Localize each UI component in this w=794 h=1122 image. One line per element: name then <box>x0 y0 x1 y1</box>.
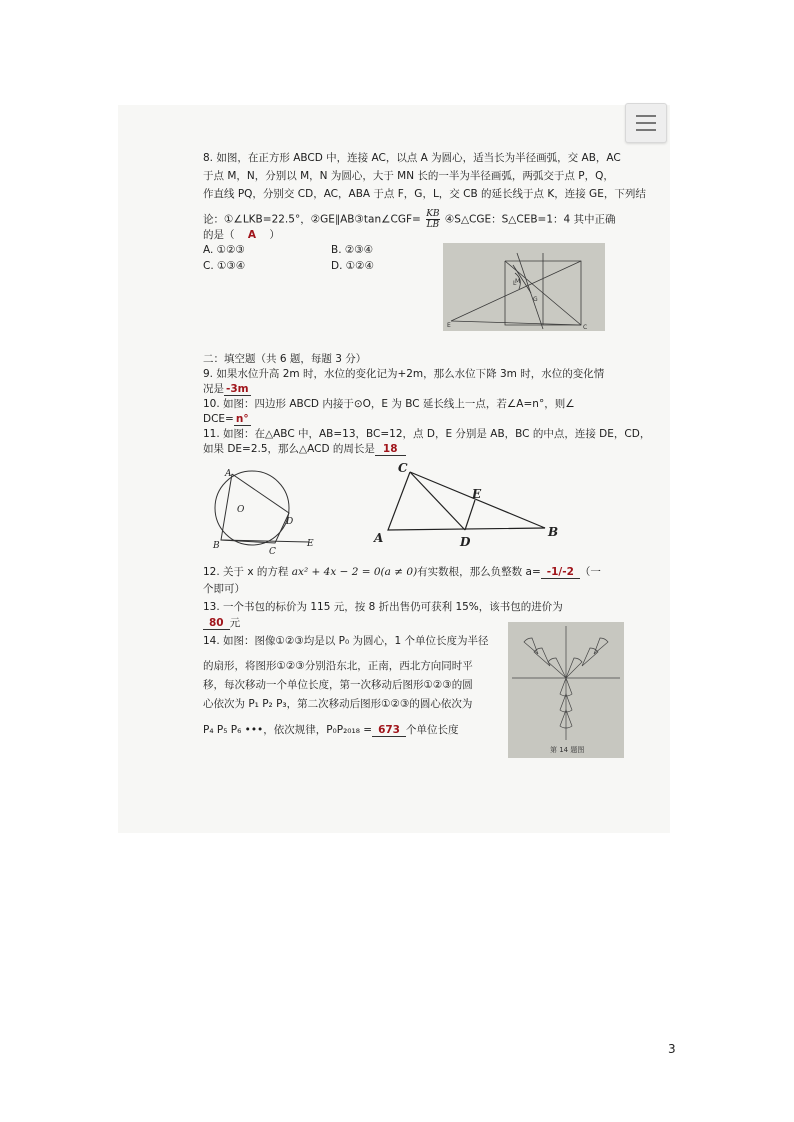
q8-line2: 于点 M，N，分别以 M，N 为圆心，大于 MN 长的一半为半径画弧，两弧交于点 P，Q， <box>203 170 614 182</box>
q8-line3: 作直线 PQ，分别交 CD，AC，ABA 于点 F，G，L，交 CB 的延长线于点 K，连接 GE，下列结 <box>203 188 646 200</box>
label-d: D <box>460 535 471 548</box>
section-heading: 二：填空题（共 6 题，每题 3 分） <box>203 353 367 365</box>
q14-answer: 673 <box>378 724 400 736</box>
q12-line2: 个即可） <box>203 583 245 595</box>
q9-answer: -3m <box>226 383 249 395</box>
q8-figure <box>443 243 605 331</box>
label-a: A <box>374 531 384 545</box>
q11-line2: 如果 DE=2.5，那么△ACD 的周长是 18 <box>203 443 406 456</box>
q12-equation: ax² + 4x − 2 = 0(a ≠ 0) <box>291 566 418 578</box>
label-e: E <box>472 487 482 501</box>
label-d: D <box>286 517 294 527</box>
page-number: 3 <box>668 1042 676 1056</box>
q8-line4 <box>203 209 616 230</box>
label-e: E <box>307 539 314 549</box>
svg-text:C: C <box>583 324 588 331</box>
q10-figure <box>205 468 325 558</box>
q13-line2: 80 元 <box>203 617 240 630</box>
q14-line1: 14. 如图：图像①②③均是以 P₀ 为圆心，1 个单位长度为半径 <box>203 635 489 647</box>
q9-line1: 9. 如果水位升高 2m 时，水位的变化记为+2m，那么水位下降 3m 时，水位的变化情 <box>203 368 605 380</box>
q13-line1: 13. 一个书包的标价为 115 元，按 8 折出售仍可获利 15%，该书包的进价为 <box>203 601 563 613</box>
q8-option-b: B. ②③④ <box>331 244 374 256</box>
q8-line5: 的是（ A ） <box>203 229 280 241</box>
label-o: O <box>237 505 245 515</box>
q11-line1: 11. 如图：在△ABC 中，AB=13，BC=12，点 D，E 分别是 AB，BC 的中点，连接 DE，CD， <box>203 428 651 440</box>
q11-answer: 18 <box>382 443 398 455</box>
q14-figure <box>508 622 624 758</box>
q12-line1: 12. 关于 x 的方程 ax² + 4x − 2 = 0(a ≠ 0)有实数根，那么负整数 a= -1/-2 （一 <box>203 566 601 578</box>
svg-text:G: G <box>533 296 538 303</box>
q9-line2: 况是 -3m <box>203 383 249 395</box>
q8-line1: 8. 如图，在正方形 ABCD 中，连接 AC，以点 A 为圆心，适当长为半径画弧，交 AB，AC <box>203 152 621 164</box>
q8-option-c: C. ①③④ <box>203 260 246 272</box>
q11-figure <box>370 458 570 548</box>
q8-fraction: $\frac{KB}{LB}$ <box>426 209 440 230</box>
q10-answer: n° <box>235 413 249 425</box>
q8-answer: A <box>247 229 256 241</box>
q14-line5: P₄ P₅ P₆ •••，依次规律，P₀P₂₀₁₈ = 673 个单位长度 <box>203 724 459 736</box>
q14-line3: 移，每次移动一个单位长度，第一次移动后图形①②③的圆 <box>203 679 473 691</box>
label-b: B <box>548 525 559 539</box>
label-c: C <box>269 547 276 557</box>
menu-icon <box>636 115 656 117</box>
q10-line2: DCE= n° <box>203 413 249 425</box>
q8-statements-b: ④S△CGE：S△CEB=1：4 其中正确 <box>444 213 616 226</box>
q14-figure-caption: 第 14 题图 <box>550 746 585 754</box>
menu-button[interactable] <box>625 103 667 143</box>
q14-line4: 心依次为 P₁ P₂ P₃，第二次移动后图形①②③的圆心依次为 <box>203 698 473 710</box>
q8-option-d: D. ①②④ <box>331 260 374 272</box>
q8-option-a: A. ①②③ <box>203 244 245 256</box>
q13-answer: 80 <box>209 617 224 629</box>
label-a: A <box>225 469 232 479</box>
label-b: B <box>213 541 220 551</box>
q10-line1: 10. 如图：四边形 ABCD 内接于⊙O，E 为 BC 延长线上一点，若∠A=n°，则∠ <box>203 398 575 410</box>
label-c: C <box>398 461 408 475</box>
q12-answer: -1/-2 <box>546 566 574 578</box>
svg-text:L: L <box>513 280 517 287</box>
svg-text:M: M <box>515 278 521 285</box>
q8-statements-a: 论：①∠LKB=22.5°，②GE∥AB③tan∠CGF= <box>203 213 421 226</box>
q14-line2: 的扇形，将图形①②③分别沿东北，正南，西北方向同时平 <box>203 660 473 672</box>
svg-text:E: E <box>447 322 451 329</box>
